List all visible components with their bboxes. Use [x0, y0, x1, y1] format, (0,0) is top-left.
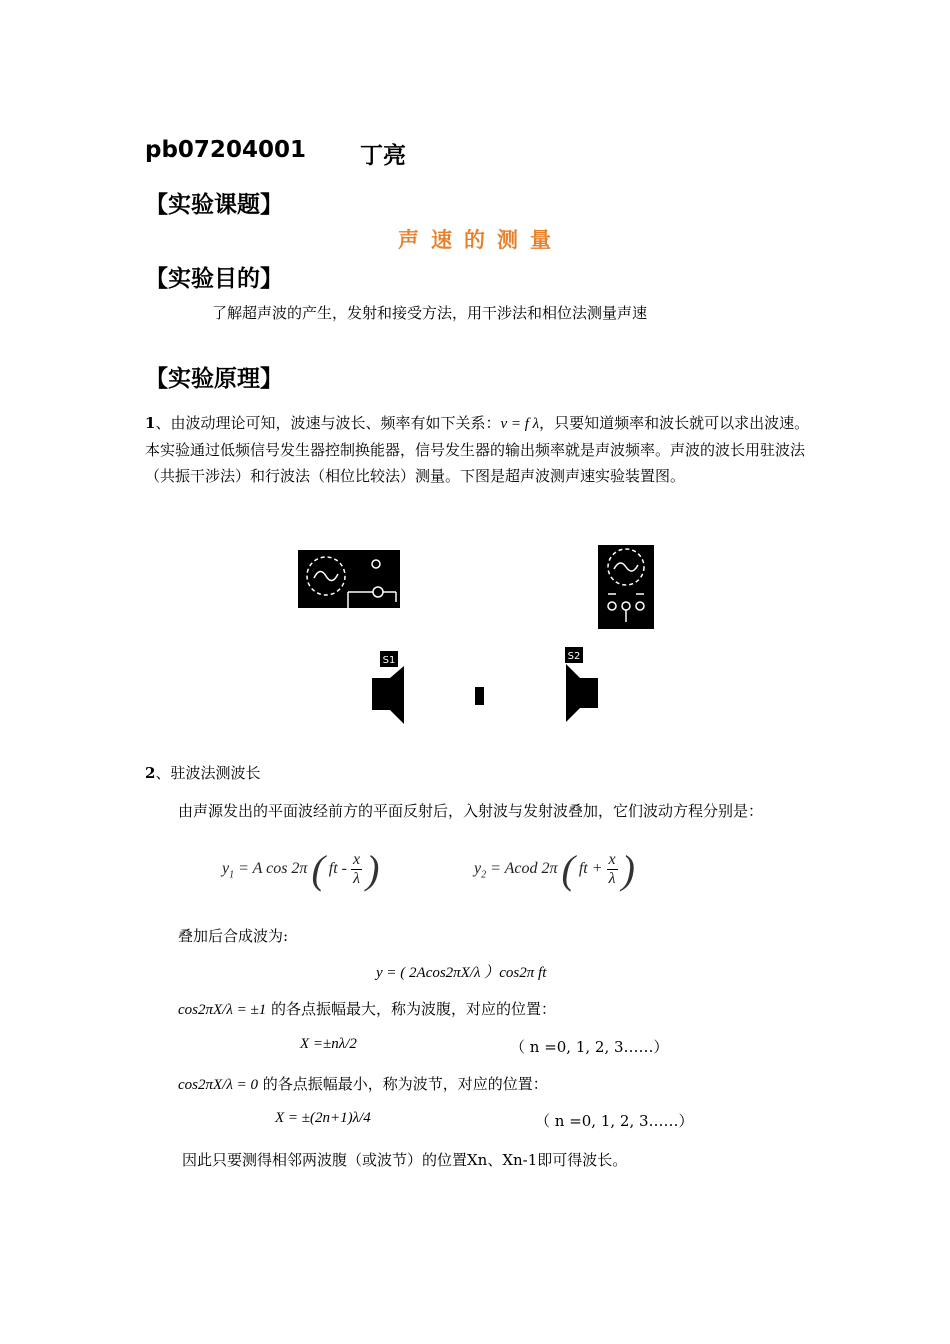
para2-number: 2	[145, 764, 156, 782]
node-position: X = ±(2n+1)λ/4	[275, 1110, 371, 1126]
purpose-heading: 【实验目的】	[145, 266, 283, 292]
student-name: 丁亮	[360, 143, 406, 169]
para1-number: 1	[145, 414, 156, 432]
s1-label: S1	[382, 655, 396, 666]
node-condition-line: cos2πX/λ = 0 的各点振幅最小，称为波节，对应的位置：	[178, 1075, 548, 1093]
experiment-title: 声速的测量	[398, 228, 563, 252]
s2-label: S2	[567, 651, 581, 662]
conclusion-text: 因此只要测得相邻两波腹（或波节）的位置Xn、Xn-1即可得波长。	[182, 1151, 628, 1169]
combined-wave-equation: y = ( 2Acos2πX/λ ）cos2π ft	[376, 965, 547, 981]
oscilloscope-icon	[598, 545, 654, 629]
node-n-range: （ n =0, 1, 2, 3……）	[535, 1112, 694, 1130]
apparatus-diagram	[290, 540, 670, 730]
probe-icon	[475, 687, 484, 705]
wave-intro: 由声源发出的平面波经前方的平面反射后，入射波与发射波叠加，它们波动方程分别是：	[178, 802, 764, 820]
signal-generator-icon	[298, 550, 400, 608]
principle-heading: 【实验原理】	[145, 366, 283, 392]
antinode-n-range: （ n =0, 1, 2, 3……）	[510, 1038, 669, 1056]
velocity-formula: v = f λ	[500, 416, 540, 432]
para1-text-a: 、由波动理论可知，波速与波长、频率有如下关系：	[155, 414, 501, 432]
section-2-heading	[145, 762, 260, 783]
emitter-transducer-icon	[372, 666, 404, 724]
para1-text-b: ，只要知道频率和波长就可以求出波速。本实验通过低频信号发生器控制换能器，信号发生器的输出频率就是声波频率。声波的波长用驻波法（共振干涉法）和行波法（相位比较法）测量。下图是超声波测声速实验装置图。	[145, 414, 810, 485]
equation-y1: $y_1 = A$ cos 2π ( ft - $\frac{x}{\lambda}$ )	[222, 847, 380, 892]
antinode-condition-line: cos2πX/λ = ±1 的各点振幅最大，称为波腹，对应的位置：	[178, 1000, 556, 1018]
principle-paragraph-1	[145, 410, 810, 489]
equation-y2: $y_2$ = Acod 2π ( ft + $\frac{x}{\lambda}$ )	[474, 847, 635, 892]
superposition-text: 叠加后合成波为:	[178, 927, 289, 945]
purpose-text: 了解超声波的产生，发射和接受方法，用干涉法和相位法测量声速	[212, 304, 648, 322]
para2-heading: 、驻波法测波长	[155, 764, 261, 782]
student-id: pb07204001	[145, 137, 306, 163]
antinode-position: X =±nλ/2	[300, 1036, 357, 1052]
topic-heading: 【实验课题】	[145, 192, 283, 218]
receiver-transducer-icon	[566, 664, 598, 722]
